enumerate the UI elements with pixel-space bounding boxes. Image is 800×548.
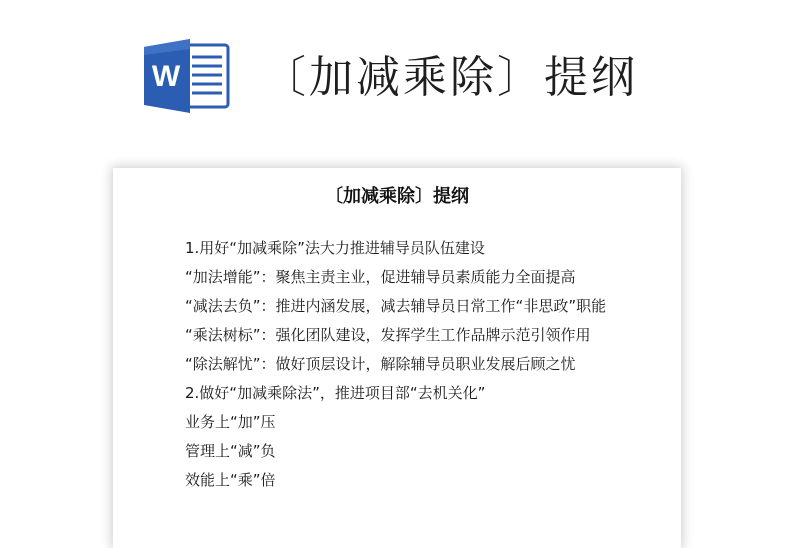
document-page: [113, 168, 681, 548]
banner-header: [0, 0, 800, 150]
paragraph: 1.用好“加减乘除”法大力推进辅导员队伍建设: [185, 239, 485, 257]
paragraph: 业务上“加”压: [185, 413, 276, 431]
word-icon-letter: W: [151, 60, 181, 93]
paragraph: 2.做好“加减乘除法”，推进项目部“去机关化”: [185, 384, 486, 402]
paragraph: “除法解忧”：做好顶层设计，解除辅导员职业发展后顾之忧: [185, 355, 576, 373]
paragraph: “乘法树标”：强化团队建设，发挥学生工作品牌示范引领作用: [185, 326, 591, 344]
document-body: [155, 234, 647, 495]
document-title: 〔加减乘除〕提纲: [325, 186, 469, 207]
word-document-icon: [142, 37, 232, 115]
paragraph: “减法去负”：推进内涵发展，减去辅导员日常工作“非思政”职能: [185, 297, 607, 315]
paragraph: “加法增能”：聚焦主责主业，促进辅导员素质能力全面提高: [185, 268, 576, 286]
paragraph: 管理上“减”负: [185, 442, 276, 460]
banner-title: 〔加减乘除〕提纲: [262, 52, 638, 103]
paragraph: 效能上“乘”倍: [185, 471, 276, 489]
